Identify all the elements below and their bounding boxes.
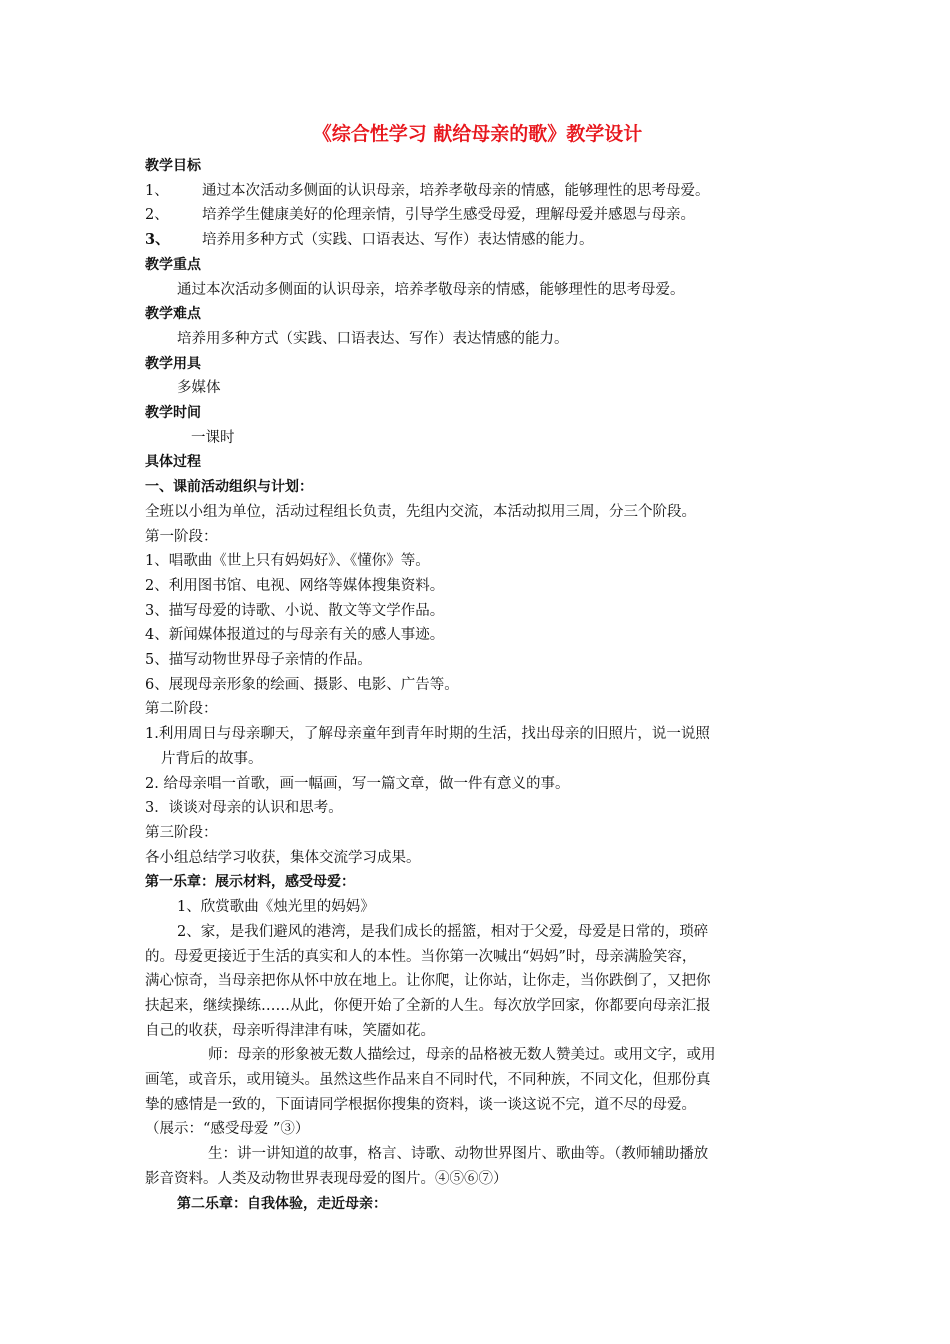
- teacher-paragraph-line: （展示：“感受母爱 ”③）: [145, 1121, 310, 1138]
- tools-text: 多媒体: [177, 380, 221, 397]
- m1-paragraph-line: 满心惊奇，当母亲把你从怀中放在地上。让你爬，让你站，让你走，当你跌倒了，又把你: [145, 973, 711, 990]
- goal-text: 培养用多种方式（实践、口语表达、写作）表达情感的能力。: [202, 232, 594, 249]
- process-heading: 具体过程: [145, 454, 201, 471]
- time-heading: 教学时间: [145, 405, 201, 422]
- goal-item: [145, 179, 810, 204]
- movement1-heading: 第一乐章：展示材料，感受母爱：: [145, 874, 355, 891]
- stage1-item: 4、新闻媒体报道过的与母亲有关的感人事迹。: [145, 627, 445, 644]
- student-paragraph-line: 影音资料。人类及动物世界表现母爱的图片。④⑤⑥⑦）: [145, 1170, 508, 1187]
- document-title: 《综合性学习 献给母亲的歌》教学设计: [312, 123, 643, 145]
- m1-paragraph-line: 2、家，是我们避风的港湾，是我们成长的摇篮，相对于父爱，母爱是日常的，琐碎: [177, 923, 709, 940]
- goal-text: 通过本次活动多侧面的认识母亲，培养孝敬母亲的情感，能够理性的思考母爱。: [202, 182, 710, 199]
- stage1-label: 第一阶段：: [145, 528, 218, 545]
- document-page: [145, 122, 810, 1216]
- goal-number: 1、: [145, 182, 169, 199]
- stage2-item: 1.利用周日与母亲聊天，了解母亲童年到青年时期的生活，找出母亲的旧照片，说一说照: [145, 726, 710, 743]
- teacher-paragraph-line: 画笔，或音乐，或用镜头。虽然这些作品来自不同时代，不同种族，不同文化，但那份真: [145, 1072, 711, 1089]
- goal-number: 2、: [145, 207, 169, 224]
- stage3-label: 第三阶段：: [145, 824, 218, 841]
- teacher-paragraph-line: 挚的感情是一致的，下面请同学根据你搜集的资料，谈一谈这说不完，道不尽的母爱。: [145, 1096, 696, 1113]
- stage2-item: 2. 给母亲唱一首歌，画一幅画，写一篇文章，做一件有意义的事。: [145, 775, 570, 792]
- goal-item: [145, 203, 810, 228]
- key-heading: 教学重点: [145, 256, 201, 273]
- key-text: 通过本次活动多侧面的认识母亲，培养孝敬母亲的情感，能够理性的思考母爱。: [177, 281, 685, 298]
- time-text: 一课时: [191, 429, 235, 446]
- movement2-heading: 第二乐章：自我体验，走近母亲：: [177, 1195, 387, 1212]
- goal-item: [145, 228, 810, 253]
- stage1-item: 5、描写动物世界母子亲情的作品。: [145, 652, 372, 669]
- part1-heading: 一、课前活动组织与计划：: [145, 479, 313, 496]
- goal-text: 培养学生健康美好的伦理亲情，引导学生感受母爱，理解母爱并感恩与母亲。: [202, 207, 695, 224]
- teacher-paragraph-line: 师：母亲的形象被无数人描绘过，母亲的品格被无数人赞美过。或用文字，或用: [208, 1047, 716, 1064]
- part1-intro: 全班以小组为单位，活动过程组长负责，先组内交流，本活动拟用三周，分三个阶段。: [145, 503, 696, 520]
- stage1-item: 1、唱歌曲《世上只有妈妈好》、《懂你》等。: [145, 553, 430, 570]
- difficulty-heading: 教学难点: [145, 306, 201, 323]
- stage1-item: 2、利用图书馆、电视、网络等媒体搜集资料。: [145, 577, 445, 594]
- stage3-text: 各小组总结学习收获，集体交流学习成果。: [145, 849, 421, 866]
- difficulty-text: 培养用多种方式（实践、口语表达、写作）表达情感的能力。: [177, 330, 569, 347]
- m1-item: 1、欣赏歌曲《烛光里的妈妈》: [177, 899, 375, 916]
- m1-paragraph-line: 的。母爱更接近于生活的真实和人的本性。当你第一次喊出“妈妈”时，母亲满脸笑容，: [145, 948, 697, 965]
- stage2-item: 3．谈谈对母亲的认识和思考。: [145, 800, 343, 817]
- tools-heading: 教学用具: [145, 355, 201, 372]
- stage1-item: 3、描写母爱的诗歌、小说、散文等文学作品。: [145, 602, 445, 619]
- goals-heading: 教学目标: [145, 158, 201, 174]
- goal-number: 3、: [145, 231, 170, 249]
- student-paragraph-line: 生：讲一讲知道的故事，格言、诗歌、动物世界图片、歌曲等。（教师辅助播放: [208, 1146, 709, 1163]
- stage2-item-continued: 片背后的故事。: [161, 750, 263, 767]
- m1-paragraph-line: 扶起来，继续操练……从此，你便开始了全新的人生。每次放学回家，你都要向母亲汇报: [145, 997, 711, 1014]
- stage2-label: 第二阶段：: [145, 701, 218, 718]
- stage1-item: 6、展现母亲形象的绘画、摄影、电影、广告等。: [145, 676, 459, 693]
- m1-paragraph-line: 自己的收获，母亲听得津津有味，笑靥如花。: [145, 1022, 435, 1039]
